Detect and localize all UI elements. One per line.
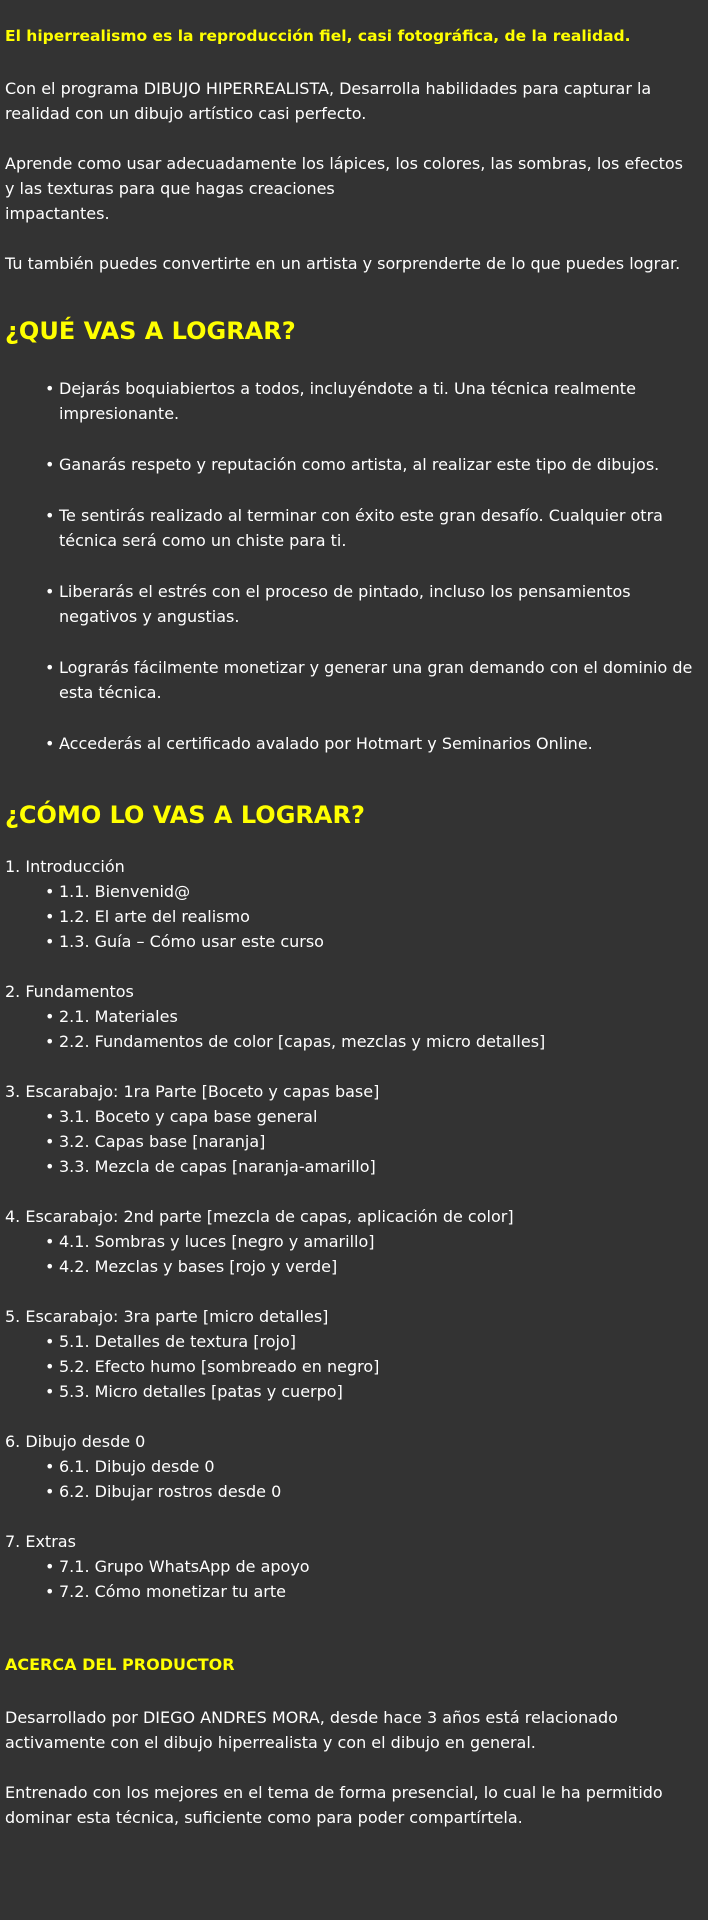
module-title: 6. Dibujo desde 0 [5,1432,146,1451]
module-title: 2. Fundamentos [5,982,134,1001]
module-escarabajo-2 [5,1204,700,1279]
module-title: 7. Extras [5,1532,76,1551]
lesson-item: • 2.1. Materiales [45,1004,700,1029]
lesson-item: • 6.1. Dibujo desde 0 [45,1454,700,1479]
module-introduccion [5,854,700,954]
module-dibujo-desde-0 [5,1429,700,1504]
lesson-item: • 4.2. Mezclas y bases [rojo y verde] [45,1254,700,1279]
lesson-list [5,1554,700,1604]
lesson-item: • 7.2. Cómo monetizar tu arte [45,1579,700,1604]
benefits-heading: ¿QUÉ VAS A LOGRAR? [5,317,296,345]
producer-heading: ACERCA DEL PRODUCTOR [5,1655,235,1674]
module-title: 5. Escarabajo: 3ra parte [micro detalles] [5,1307,329,1326]
lesson-item: • 5.2. Efecto humo [sombreado en negro] [45,1354,700,1379]
module-title: 4. Escarabajo: 2nd parte [mezcla de capas, aplicación de color] [5,1207,514,1226]
lesson-item: • 3.3. Mezcla de capas [naranja-amarillo] [45,1154,700,1179]
lesson-item: • 5.3. Micro detalles [patas y cuerpo] [45,1379,700,1404]
benefit-item: • Liberarás el estrés con el proceso de pintado, incluso los pensamientos negativos y angustias. [45,579,708,629]
benefit-item: • Dejarás boquiabiertos a todos, incluyéndote a ti. Una técnica realmente impresionante. [45,376,708,426]
intro-lead: El hiperrealismo es la reproducción fiel, casi fotográfica, de la realidad. [5,27,631,45]
lesson-list [5,1329,700,1404]
intro-paragraph-learn-line1: Aprende como usar adecuadamente los lápices, los colores, las sombras, los efectos y las texturas para que hagas creaciones [5,154,683,198]
lesson-item: • 3.1. Boceto y capa base general [45,1104,700,1129]
module-extras [5,1529,700,1604]
intro-paragraph-program: Con el programa DIBUJO HIPERREALISTA, Desarrolla habilidades para capturar la realidad con un dibujo artístico casi perfecto. [5,79,652,123]
benefit-item: • Accederás al certificado avalado por Hotmart y Seminarios Online. [45,731,708,756]
lesson-list [5,1004,700,1054]
lesson-list [5,879,700,954]
lesson-list [5,1104,700,1179]
benefit-item: • Te sentirás realizado al terminar con éxito este gran desafío. Cualquier otra técnica será como un chiste para ti. [45,503,708,553]
lesson-item: • 6.2. Dibujar rostros desde 0 [45,1479,700,1504]
lesson-item: • 1.2. El arte del realismo [45,904,700,929]
intro-paragraph-artist: Tu también puedes convertirte en un artista y sorprenderte de lo que puedes lograr. [5,254,681,273]
curriculum-heading: ¿CÓMO LO VAS A LOGRAR? [5,801,365,829]
lesson-item: • 2.2. Fundamentos de color [capas, mezclas y micro detalles] [45,1029,700,1054]
producer-paragraph-developed: Desarrollado por DIEGO ANDRES MORA, desde hace 3 años está relacionado activamente con el dibujo hiperrealista y con el dibujo en general. [5,1708,618,1752]
lesson-item: • 5.1. Detalles de textura [rojo] [45,1329,700,1354]
module-escarabajo-1 [5,1079,700,1179]
producer-paragraph-trained: Entrenado con los mejores en el tema de forma presencial, lo cual le ha permitido dominar esta técnica, suficiente como para poder compartírtela. [5,1783,663,1827]
module-escarabajo-3 [5,1304,700,1404]
lesson-list [5,1229,700,1279]
module-fundamentos [5,979,700,1054]
lesson-list [5,1454,700,1504]
benefit-item: • Ganarás respeto y reputación como artista, al realizar este tipo de dibujos. [45,452,708,477]
intro-paragraph-learn-line2: impactantes. [5,204,110,223]
module-title: 1. Introducción [5,857,125,876]
module-title: 3. Escarabajo: 1ra Parte [Boceto y capas base] [5,1082,380,1101]
benefits-list [5,376,700,756]
lesson-item: • 3.2. Capas base [naranja] [45,1129,700,1154]
lesson-item: • 7.1. Grupo WhatsApp de apoyo [45,1554,700,1579]
lesson-item: • 4.1. Sombras y luces [negro y amarillo] [45,1229,700,1254]
lesson-item: • 1.1. Bienvenid@ [45,879,700,904]
lesson-item: • 1.3. Guía – Cómo usar este curso [45,929,700,954]
intro-paragraph-learn [5,151,695,226]
benefit-item: • Lograrás fácilmente monetizar y generar una gran demando con el dominio de esta técnica. [45,655,708,705]
